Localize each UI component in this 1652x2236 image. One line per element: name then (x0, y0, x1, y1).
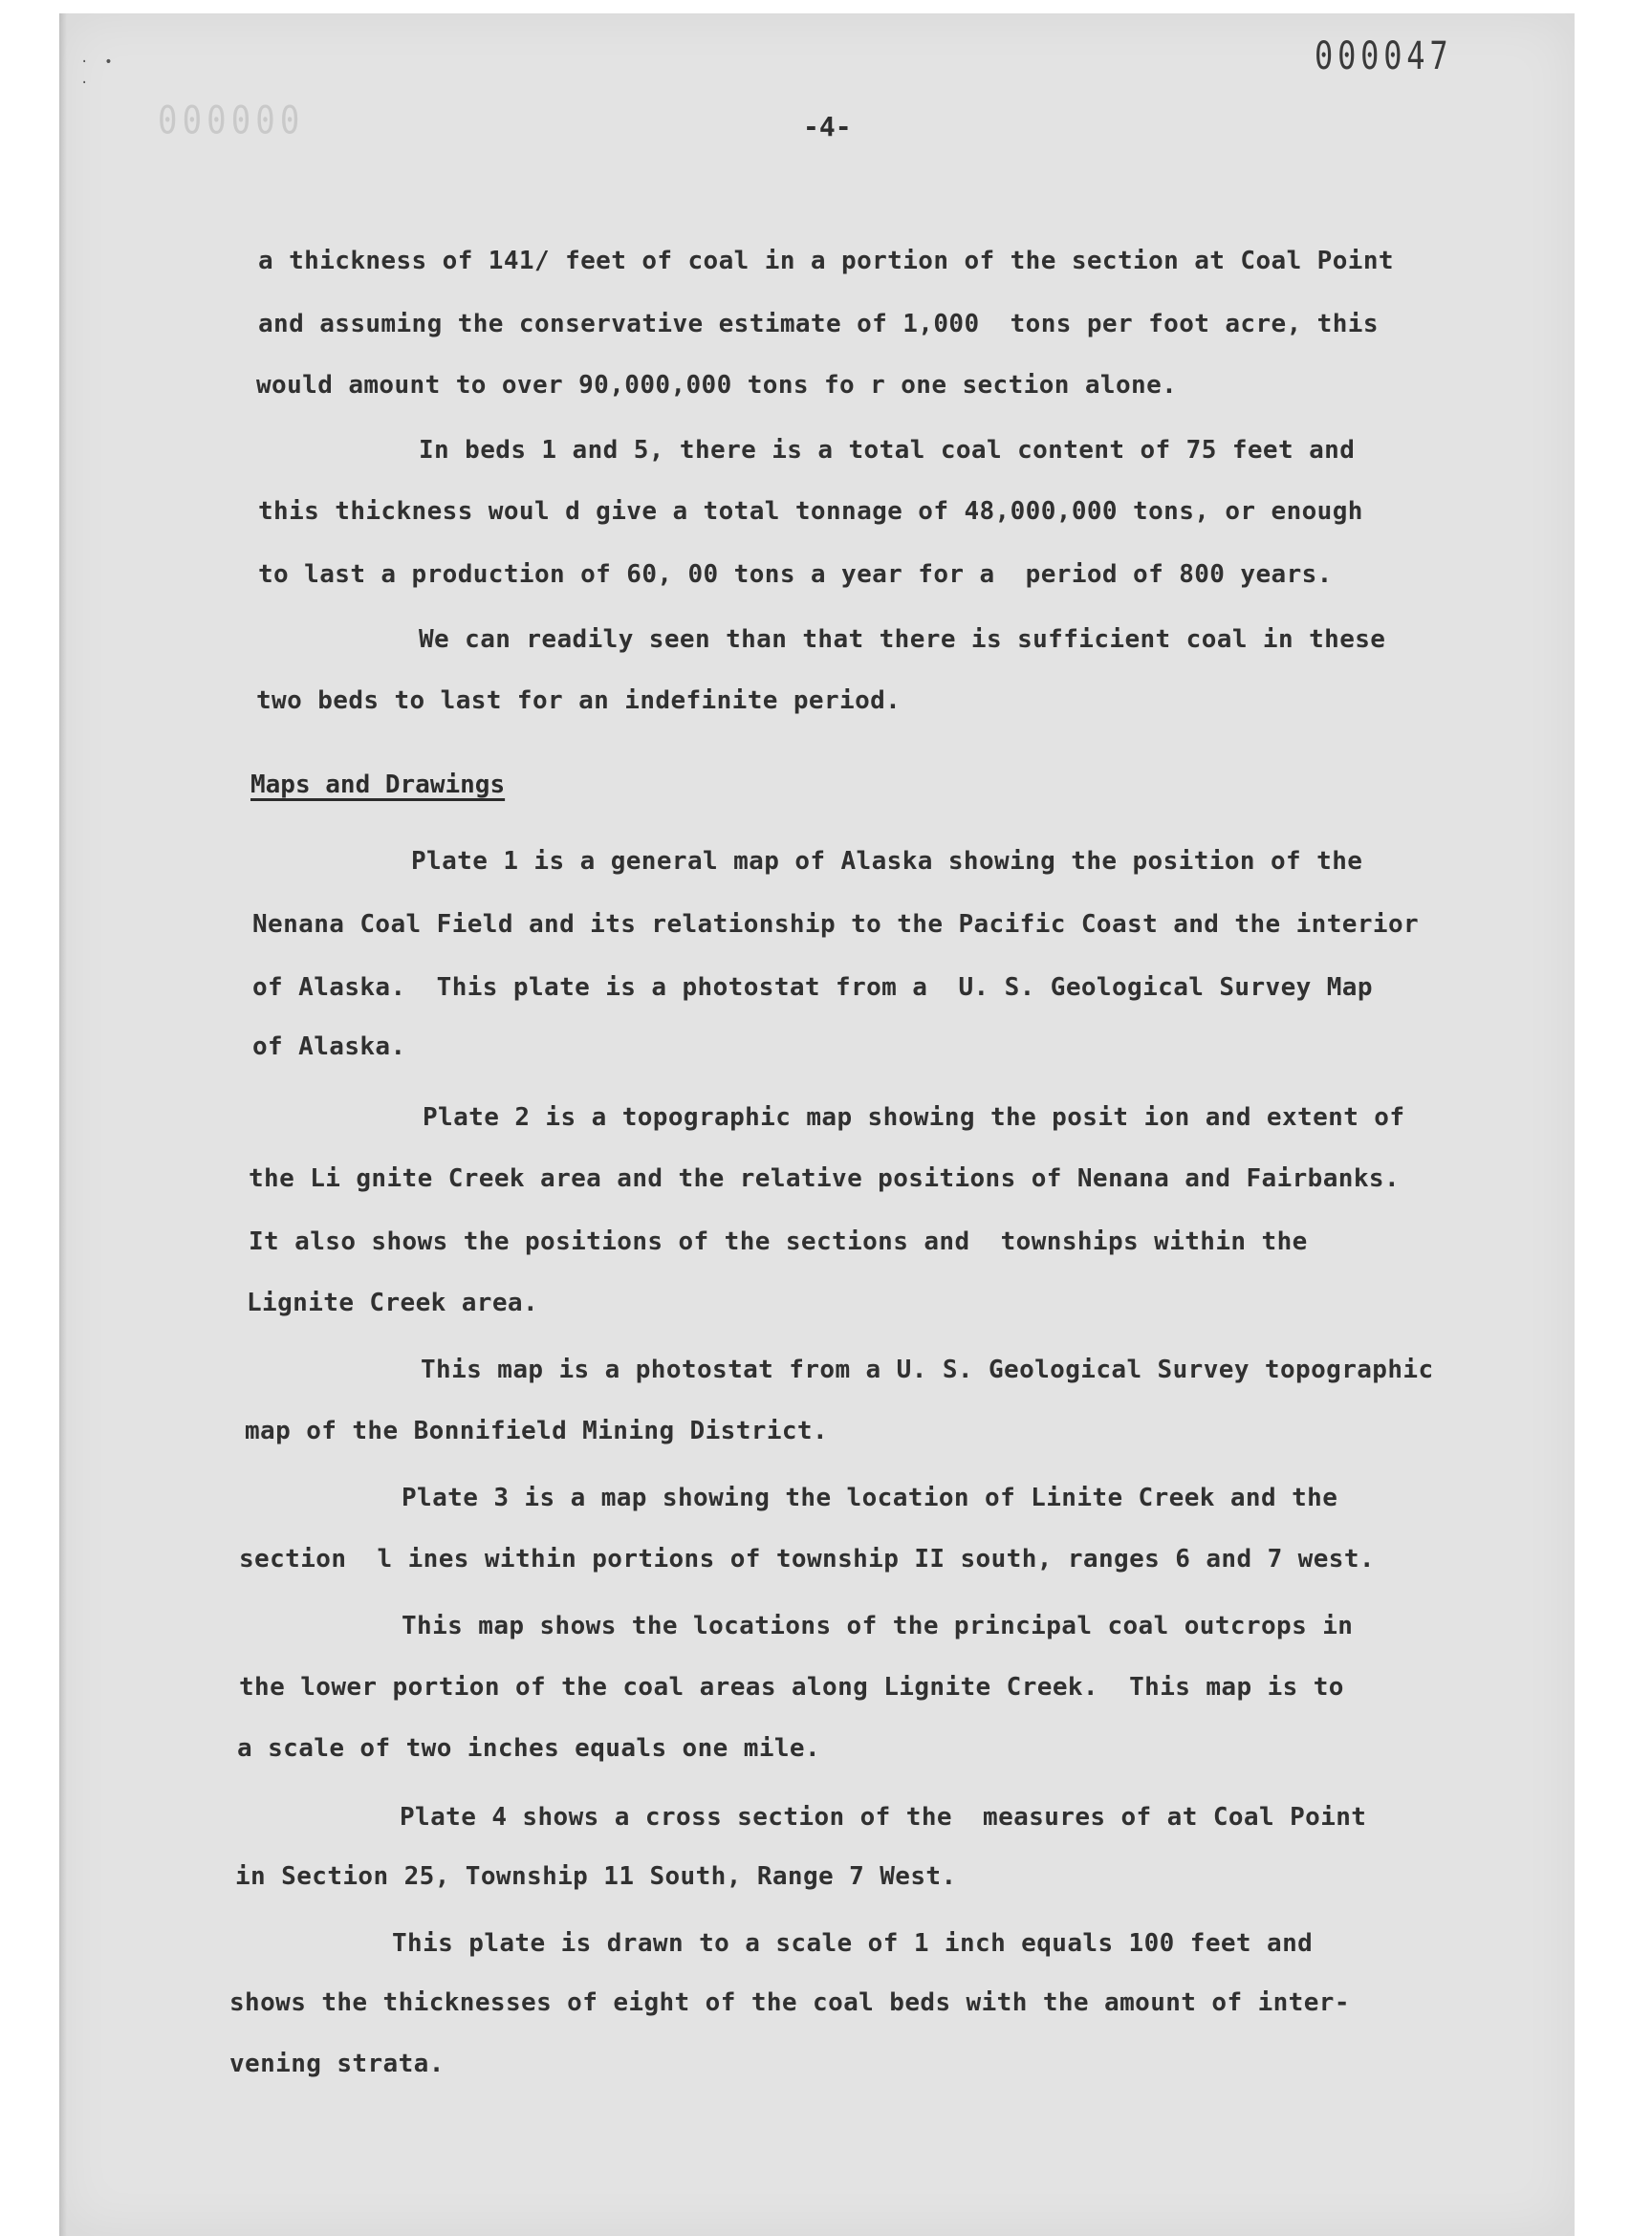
body-line: Plate 4 shows a cross section of the measures of at Coal Point (400, 1803, 1367, 1832)
body-line: a thickness of 141/ feet of coal in a portion of the section at Coal Point (258, 247, 1394, 275)
body-line: section l ines within portions of township II south, ranges 6 and 7 west. (239, 1545, 1375, 1574)
body-line: Plate 1 is a general map of Alaska showing the position of the (411, 847, 1363, 876)
body-line: shows the thicknesses of eight of the coal beds with the amount of inter- (229, 1988, 1350, 2017)
document-number: 000047 (1315, 34, 1453, 78)
body-line: Lignite Creek area. (247, 1289, 539, 1317)
body-line: It also shows the positions of the sections and townships within the (249, 1227, 1308, 1256)
body-line: in Section 25, Township 11 South, Range 7 West. (235, 1862, 957, 1891)
body-line: Plate 2 is a topographic map showing the posit ion and extent of (423, 1103, 1405, 1132)
body-line: a scale of two inches equals one mile. (237, 1734, 821, 1763)
scan-specks: · • · (80, 54, 113, 91)
body-line: This plate is drawn to a scale of 1 inch equals 100 feet and (392, 1929, 1314, 1958)
body-line: This map shows the locations of the principal coal outcrops in (402, 1612, 1354, 1640)
body-line: of Alaska. This plate is a photostat from a U. S. Geological Survey Map (252, 973, 1373, 1002)
body-line: Nenana Coal Field and its relationship to the Pacific Coast and the interior (252, 910, 1420, 939)
body-line: and assuming the conservative estimate of 1,000 tons per foot acre, this (258, 310, 1379, 338)
body-line: to last a production of 60, 00 tons a year for a period of 800 years. (258, 560, 1333, 589)
bleed-through-number: 000000 (158, 96, 305, 140)
body-line: This map is a photostat from a U. S. Geological Survey topographic (421, 1356, 1434, 1384)
body-line: vening strata. (229, 2050, 445, 2078)
body-line: We can readily seen than that there is sufficient coal in these (419, 625, 1386, 654)
body-line: two beds to last for an indefinite period. (256, 686, 902, 715)
body-line: map of the Bonnifield Mining District. (245, 1417, 829, 1445)
body-line: In beds 1 and 5, there is a total coal content of 75 feet and (419, 436, 1356, 465)
body-line: of Alaska. (252, 1032, 406, 1061)
body-line: the Li gnite Creek area and the relative positions of Nenana and Fairbanks. (249, 1164, 1400, 1193)
body-line: would amount to over 90,000,000 tons fo r one section alone. (256, 371, 1178, 400)
page-number: -4- (803, 111, 852, 142)
body-line: Plate 3 is a map showing the location of Linite Creek and the (402, 1484, 1338, 1512)
body-line: this thickness woul d give a total tonnage of 48,000,000 tons, or enough (258, 497, 1363, 526)
body-line: the lower portion of the coal areas along Lignite Creek. This map is to (239, 1673, 1344, 1702)
section-heading: Maps and Drawings (250, 771, 506, 799)
